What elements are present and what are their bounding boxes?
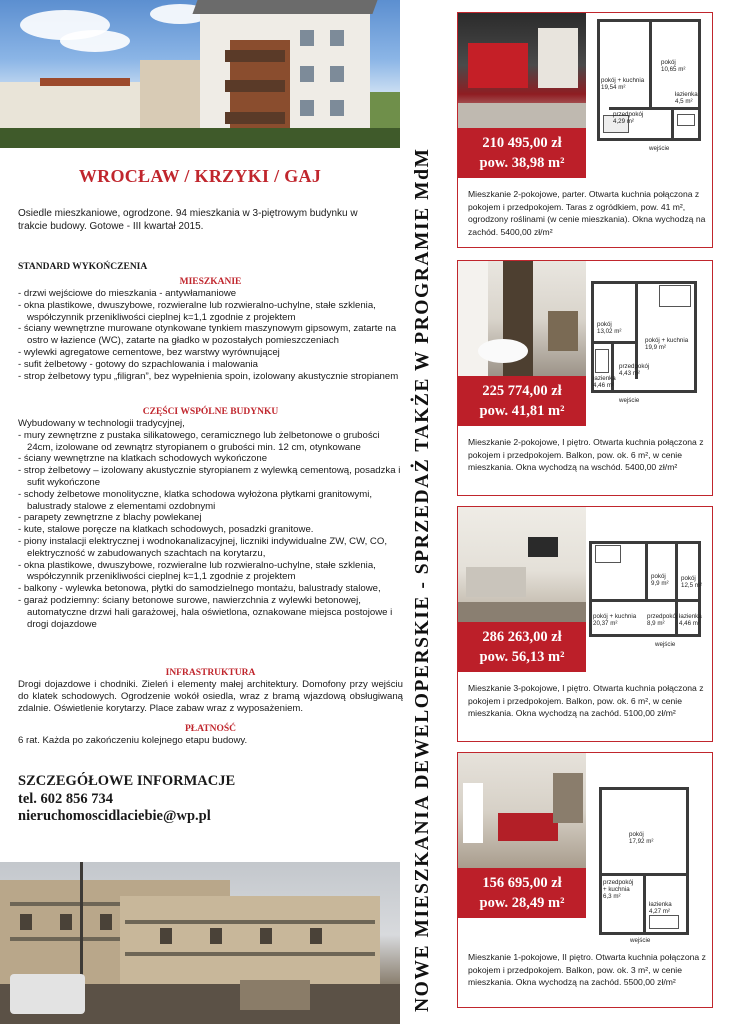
floor-plan	[589, 513, 709, 651]
listing-description: Mieszkanie 3-pokojowe, I piętro. Otwarta kuchnia połączona z pokojem i przedpokojem. Balkon, pow. ok. 6 m², w cenie mieszkania. Okna wychodzą na zachód. 5100,00 zł/m²	[468, 683, 704, 718]
listing-card	[457, 752, 713, 1008]
room-label: przedpokój + kuchnia 6,3 m²	[603, 879, 634, 900]
price-box	[458, 376, 586, 426]
section-wspolne	[18, 406, 403, 630]
list-item: - okna plastikowe, dwuszybowe, rozwieralne lub rozwieralno-uchylne, stałe szklenia, współczynnik przenikliwości cieplnej k=1,1 zgodnie z projektem	[18, 300, 403, 324]
price: 225 774,00 zł	[482, 383, 562, 399]
list-item: - parapety zewnętrzne z blachy powlekanej	[18, 512, 403, 524]
contact-email: nieruchomoscidlaciebie@wp.pl	[18, 808, 211, 824]
room-label: pokój + kuchnia 19,9 m²	[645, 337, 689, 351]
list-item: - ściany wewnętrzne na klatkach schodowych wykończone	[18, 453, 403, 465]
section-title: INFRASTRUKTURA	[165, 668, 256, 678]
floor-plan	[589, 773, 709, 915]
price: 286 263,00 zł	[482, 629, 562, 645]
interior-photo	[458, 13, 586, 129]
list-item: - okna plastikowe, dwuszybowe, rozwieralne lub rozwieralno-uchylne, stałe szklenia, współczynnik przenikliwości cieplnej k=1,1 zgodnie z projektem	[18, 560, 403, 584]
floor-plan	[589, 267, 709, 405]
room-label: pokój 12,5 m²	[681, 575, 702, 589]
list-item: - balkony - wylewka betonowa, płytki do samodzielnego montażu, balustrady stalowe,	[18, 583, 403, 595]
section-platnosc	[18, 723, 403, 747]
area: pow. 28,49 m²	[479, 895, 565, 911]
listing-description: Mieszkanie 2-pokojowe, parter. Otwarta kuchnia połączona z pokojem i przedpokojem. Taras z ogródkiem, pow. 41 m², ogrodzony roślinami (w cenie mieszkania). Okna wychodzą na zachód. 5400,00 zł/m²	[468, 189, 706, 237]
list-item: - drzwi wejściowe do mieszkania - antywłamaniowe	[18, 288, 403, 300]
section-title: MIESZKANIE	[179, 277, 242, 287]
price-box	[458, 128, 586, 178]
list-item: - kute, stalowe poręcze na klatkach schodowych, posadzki granitowe.	[18, 524, 403, 536]
floor-plan	[589, 19, 709, 157]
area: pow. 56,13 m²	[479, 649, 565, 665]
section-lead: Wybudowany w technologii tradycyjnej,	[18, 418, 185, 429]
room-label: pokój 9,9 m²	[651, 573, 669, 587]
listing-card	[457, 506, 713, 742]
standard-title: STANDARD WYKOŃCZENIA	[18, 262, 148, 272]
list-item: - strop żelbetowy – izolowany akustycznie styropianem z wylewką cementową, posadzka i sufit wykończone	[18, 465, 403, 489]
area: pow. 38,98 m²	[479, 155, 565, 171]
listing-card	[457, 260, 713, 496]
interior-photo	[458, 261, 586, 377]
contact-title: SZCZEGÓŁOWE INFORMACJE	[18, 773, 236, 789]
contact-block	[18, 773, 235, 826]
list-item: - garaż podziemny: ściany betonowe surowe, nawierzchnia z wylewki betonowej, automatyczne drzwi hali garażowej, hala oświetlona, oznakowane miejsca postojowe i drogi dojazdowe	[18, 595, 403, 630]
list-item: - wylewki agregatowe cementowe, bez warstwy wyrównującej	[18, 347, 403, 359]
interior-photo	[458, 753, 586, 869]
contact-phone: tel. 602 856 734	[18, 790, 114, 807]
entrance-label: wejście	[619, 397, 640, 404]
city-title: WROCŁAW / KRZYKI / GAJ	[78, 166, 322, 186]
construction-site-photo	[0, 862, 400, 1024]
room-label: łazienka 4,27 m²	[649, 901, 672, 915]
price-box	[458, 622, 586, 672]
room-label: łazienka 4,46 m²	[593, 375, 616, 389]
room-label: pokój + kuchnia 20,37 m²	[593, 613, 637, 627]
room-label: przedpokój 4,29 m²	[613, 111, 644, 125]
list-item: - sufit żelbetowy - gotowy do szpachlowania i malowania	[18, 359, 403, 371]
list-item: - strop żelbetowy typu „filigran”, bez wypełnienia spoin, izolowany akustycznie stropianem	[18, 371, 403, 383]
price-box	[458, 868, 586, 918]
room-label: łazienka 4,5 m²	[675, 91, 698, 105]
vertical-banner: NOWE MIESZKANIA DEWELOPERSKIE - SPRZEDAŻ TAKŻE W PROGRAMIE MdM	[412, 147, 433, 1012]
room-label: przedpokój 4,43 m²	[619, 363, 650, 377]
interior-photo	[458, 507, 586, 623]
entrance-label: wejście	[649, 145, 670, 152]
listing-description: Mieszkanie 2-pokojowe, I piętro. Otwarta kuchnia połączona z pokojem i przedpokojem. Balkon, pow. ok. 6 m², w cenie mieszkania. Okna wychodzą na wschód. 5400,00 zł/m²	[468, 437, 704, 472]
price: 210 495,00 zł	[482, 135, 562, 151]
entrance-label: wejście	[630, 937, 651, 944]
section-title: PŁATNOŚĆ	[184, 724, 237, 734]
hero-building-photo	[0, 0, 400, 148]
room-label: pokój + kuchnia 19,54 m²	[601, 77, 645, 91]
section-text: 6 rat. Każda po zakończeniu kolejnego etapu budowy.	[18, 735, 248, 746]
entrance-label: wejście	[655, 641, 676, 648]
listing-description: Mieszkanie 1-pokojowe, II piętro. Otwarta kuchnia połączona z pokojem i przedpokojem. Balkon, pow. ok. 3 m², w cenie mieszkania. Okna wychodzą na zachód. 5500,00 zł/m²	[468, 952, 706, 987]
intro-text: Osiedle mieszkaniowe, ogrodzone. 94 mieszkania w 3-piętrowym budynku w trakcie budowy. Gotowe - III kwartał 2015.	[18, 208, 358, 232]
listing-card	[457, 12, 713, 248]
section-text: Drogi dojazdowe i chodniki. Zieleń i elementy małej architektury. Domofony przy wejściu do klatek schodowych. Ogrodzenie wokół osiedla, wraz z bramą wjazdową obsługiwaną zdalnie. Oświetlenie korytarzy. Place zabaw wraz z wyposażeniem.	[18, 679, 403, 714]
list-item: - mury zewnętrzne z pustaka silikatowego, ceramicznego lub żelbetonowe o grubości 24cm, izolowane od zewnątrz styropianem o grubości min. 12 cm, otynkowane	[18, 430, 403, 454]
price: 156 695,00 zł	[482, 875, 562, 891]
list-item: - piony instalacji elektrycznej i wodnokanalizacyjnej, liczniki indywidualne ZW, CW, CO, elektryczność w zabudowanych szachtach na korytarzu,	[18, 536, 403, 560]
room-label: pokój 13,02 m²	[597, 321, 622, 335]
area: pow. 41,81 m²	[479, 403, 565, 419]
room-label: łazienka 4,46 m²	[679, 613, 702, 627]
room-label: przedpokój 8,9 m²	[647, 613, 678, 627]
room-label: pokój 10,65 m²	[661, 59, 686, 73]
list-item: - schody żelbetowe monolityczne, klatka schodowa wyłożona płytkami granitowymi, balustrady stalowe z elementami ozdobnymi	[18, 489, 403, 513]
section-mieszkanie	[18, 276, 403, 382]
section-infrastruktura	[18, 667, 403, 714]
room-label: pokój 17,92 m²	[629, 831, 654, 845]
list-item: - ściany wewnętrzne murowane otynkowane tynkiem maszynowym gipsowym, zatarte na ostro w łazience (WC), zatarte na gładko w pozostałych pomieszczeniach	[18, 323, 403, 347]
section-title: CZĘŚCI WSPÓLNE BUDYNKU	[142, 407, 279, 417]
